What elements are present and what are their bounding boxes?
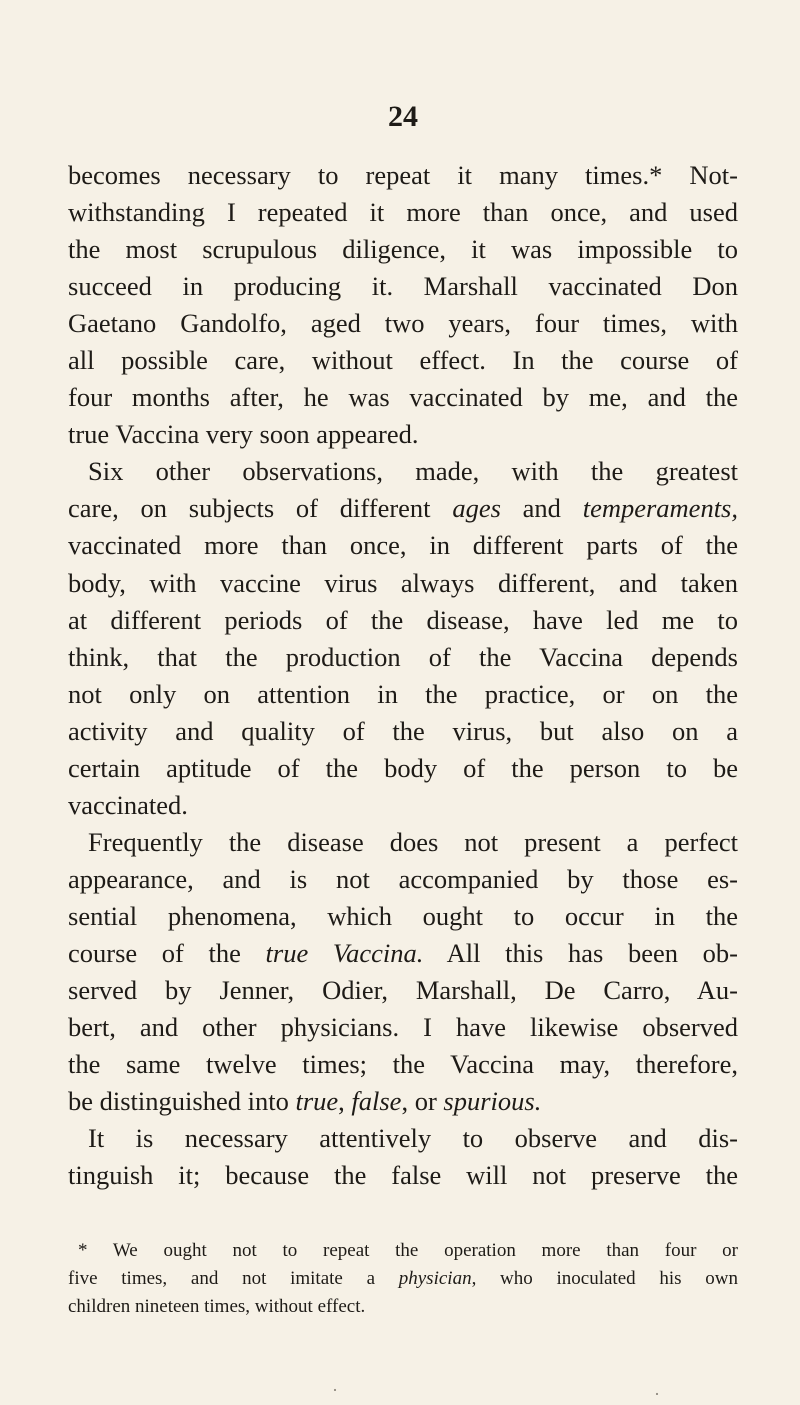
text-segment: withstanding I repeated it more than once, and used [68, 197, 738, 228]
text-segment: and [500, 493, 583, 524]
text-segment: succeed in producing it. Marshall vaccinated Don [68, 271, 738, 302]
text-line [68, 972, 738, 1009]
text-line [68, 379, 738, 416]
text-line [68, 157, 738, 194]
text-segment: It is necessary attentively to observe and dis- [88, 1123, 738, 1154]
text-segment: vaccinated more than once, in different parts of the [68, 530, 738, 561]
text-line [68, 861, 738, 898]
text-line [68, 898, 738, 935]
italic-text: ages [452, 493, 501, 524]
text-segment: four months after, he was vaccinated by me, and the [68, 382, 738, 413]
text-line [68, 342, 738, 379]
text-segment: think, that the production of the Vaccina depends [68, 641, 738, 672]
text-line [68, 1009, 738, 1046]
text-segment: Frequently the disease does not present a perfect [88, 826, 738, 857]
text-segment: becomes necessary to repeat it many times.* Not- [68, 160, 738, 190]
italic-text: temperaments, [582, 493, 738, 524]
italic-text: false [351, 1086, 402, 1117]
text-line [68, 750, 738, 787]
text-line [68, 639, 738, 676]
text-segment: , [338, 1086, 352, 1117]
text-segment: be distinguished into [68, 1086, 296, 1117]
text-line [68, 565, 738, 602]
text-segment: five times, and not imitate a [68, 1268, 399, 1289]
text-line [68, 713, 738, 750]
text-segment: , or [401, 1086, 444, 1117]
text-segment: bert, and other physicians. I have likewise observed [68, 1012, 738, 1043]
text-line [68, 787, 738, 824]
italic-text: true [295, 1086, 339, 1117]
text-segment: tinguish it; because the false will not preserve the [68, 1160, 738, 1191]
text-line [68, 453, 738, 490]
text-segment: , who inoculated his own [471, 1268, 738, 1289]
text-segment: children nineteen times, without effect. [68, 1296, 366, 1317]
text-segment: at different periods of the disease, have led me to [68, 604, 738, 635]
italic-text: spurious. [443, 1086, 542, 1117]
text-segment: body, with vaccine virus always different, and taken [68, 567, 738, 598]
text-segment: Six other observations, made, with the greatest [88, 456, 738, 487]
text-line [68, 1046, 738, 1083]
text-segment: * We ought not to repeat the operation more than four or [78, 1240, 738, 1261]
text-segment: served by Jenner, Odier, Marshall, De Carro, Au- [68, 975, 738, 1006]
paper-speck: · [332, 1380, 338, 1400]
text-line [68, 676, 738, 713]
text-segment: All this has been ob- [423, 937, 738, 968]
body-text [68, 157, 738, 1194]
italic-text: true Vaccina. [265, 937, 424, 968]
text-line [68, 268, 738, 305]
text-line [68, 1120, 738, 1157]
text-line [68, 490, 738, 527]
text-line [68, 935, 738, 972]
text-segment: Gaetano Gandolfo, aged two years, four times, with [68, 308, 738, 339]
text-segment: the most scrupulous diligence, it was impossible to [68, 234, 738, 265]
footnote-line [68, 1237, 738, 1265]
text-segment: the same twelve times; the Vaccina may, therefore, [68, 1049, 738, 1080]
text-segment: not only on attention in the practice, or on the [68, 678, 738, 709]
text-segment: true Vaccina very soon appeared. [68, 419, 419, 450]
text-line [68, 527, 738, 564]
text-segment: sential phenomena, which ought to occur in the [68, 900, 738, 931]
italic-text: physician [398, 1268, 472, 1289]
text-line [68, 1083, 738, 1120]
text-segment: course of the [68, 937, 266, 968]
text-line [68, 305, 738, 342]
footnote-line [68, 1293, 738, 1321]
text-segment: vaccinated. [68, 789, 188, 820]
text-segment: activity and quality of the virus, but also on a [68, 715, 738, 746]
page-number: 24 [388, 100, 418, 133]
text-line [68, 231, 738, 268]
text-line [68, 416, 738, 453]
paper-speck: · [654, 1384, 660, 1404]
text-line [68, 1157, 738, 1194]
footnote-line [68, 1265, 738, 1293]
text-line [68, 194, 738, 231]
text-line [68, 602, 738, 639]
footnote [68, 1237, 738, 1321]
text-line [68, 824, 738, 861]
text-segment: appearance, and is not accompanied by those es- [68, 863, 738, 894]
text-segment: care, on subjects of different [68, 493, 453, 524]
text-segment: certain aptitude of the body of the person to be [68, 752, 738, 783]
text-segment: all possible care, without effect. In the course of [68, 345, 738, 376]
